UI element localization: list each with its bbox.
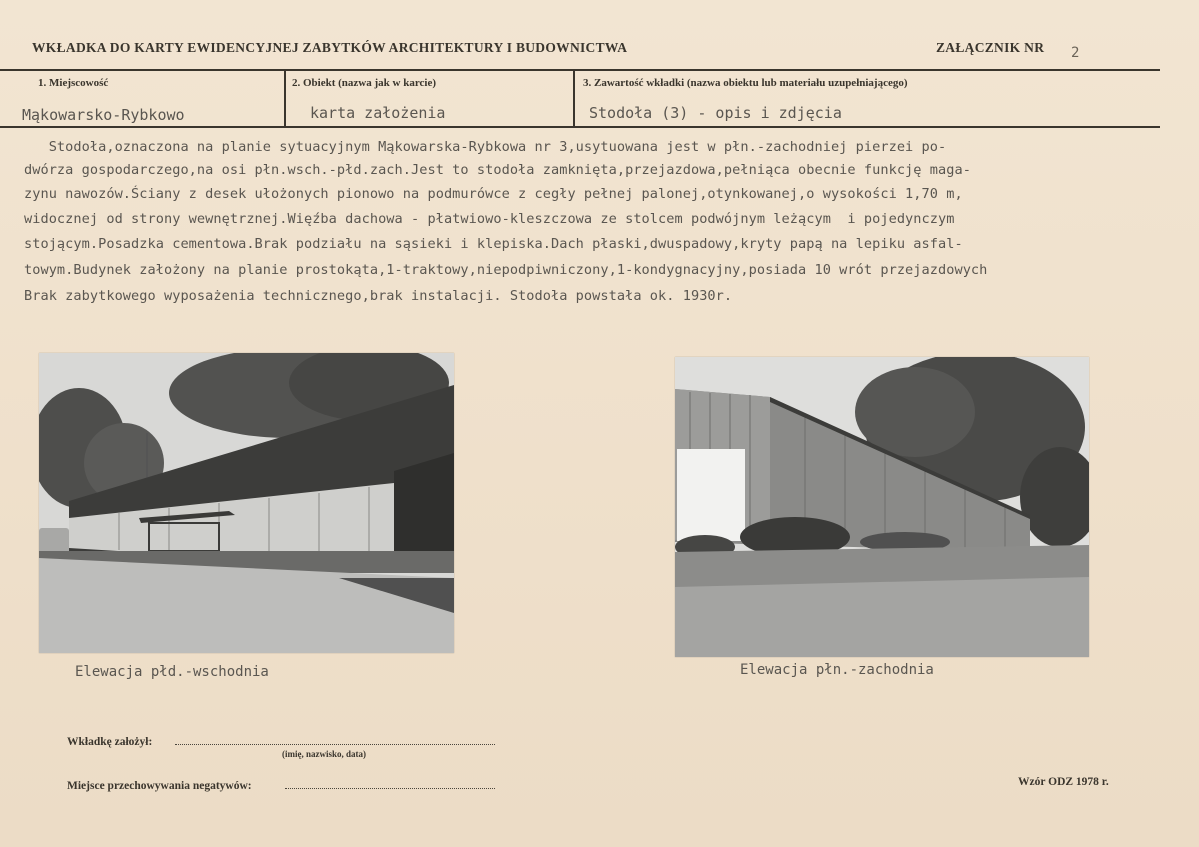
description-line: widocznej od strony wewnętrznej.Więźba dachowa - płatwiowo-kleszczowa ze stolcem podwójnym leżącym i pojedynczym bbox=[24, 211, 955, 227]
contents-label: 3. Zawartość wkładki (nazwa obiektu lub materiału uzupełniającego) bbox=[583, 77, 908, 89]
form-pattern: Wzór ODZ 1978 r. bbox=[1018, 776, 1109, 788]
description-line: Brak zabytkowego wyposażenia technicznego,brak instalacji. Stodoła powstała ok. 1930r. bbox=[24, 288, 733, 304]
column-divider-2 bbox=[573, 69, 575, 127]
photo-northwest-elevation bbox=[675, 357, 1089, 657]
card-title: WKŁADKA DO KARTY EWIDENCYJNEJ ZABYTKÓW ARCHITEKTURY I BUDOWNICTWA bbox=[32, 40, 628, 55]
annex-label: ZAŁĄCZNIK NR bbox=[936, 40, 1045, 55]
description-line: Stodoła,oznaczona na planie sytuacyjnym Mąkowarska-Rybkowa nr 3,usytuowana jest w płn.-zachodniej pierzei po- bbox=[24, 139, 947, 155]
contents-value: Stodoła (3) - opis i zdjęcia bbox=[589, 104, 842, 122]
description-line: towym.Budynek założony na planie prostokąta,1-traktowy,niepodpiwniczony,1-kondygnacyjny,posiada 10 wrót przejazdowych bbox=[24, 262, 988, 278]
description-line: dwórza gospodarczego,na osi płn.wsch.-płd.zach.Jest to stodoła zamknięta,przejazdowa,pełniąca obecnie funkcję maga- bbox=[24, 162, 971, 178]
locality-label: 1. Miejscowość bbox=[38, 77, 109, 89]
created-by-label: Wkładkę założył: bbox=[67, 736, 153, 748]
annex-number: 2 bbox=[1071, 45, 1080, 61]
locality-value: Mąkowarsko-Rybkowo bbox=[22, 106, 185, 124]
description-line: stojącym.Posadzka cementowa.Brak podziału na sąsieki i klepiska.Dach płaski,dwuspadowy,kryty papą na lepiku asfal- bbox=[24, 236, 963, 252]
created-by-hint: (imię, nazwisko, data) bbox=[282, 749, 366, 759]
photo-southeast-elevation bbox=[39, 353, 454, 653]
object-value: karta założenia bbox=[310, 104, 446, 122]
photo-caption: Elewacja płn.-zachodnia bbox=[740, 662, 934, 678]
column-divider-1 bbox=[284, 69, 286, 127]
photo-caption: Elewacja płd.-wschodnia bbox=[75, 664, 269, 680]
negatives-label: Miejsce przechowywania negatywów: bbox=[67, 780, 252, 792]
header-rule-bottom bbox=[0, 126, 1160, 128]
created-by-line bbox=[175, 744, 495, 745]
negatives-line bbox=[285, 788, 495, 789]
object-label: 2. Obiekt (nazwa jak w karcie) bbox=[292, 77, 437, 89]
description-line: zynu nawozów.Ściany z desek ułożonych pionowo na podmurówce z cegły pełnej palonej,otynkowanej,o wysokości 1,70 m, bbox=[24, 186, 963, 202]
header-rule-top bbox=[0, 69, 1160, 71]
